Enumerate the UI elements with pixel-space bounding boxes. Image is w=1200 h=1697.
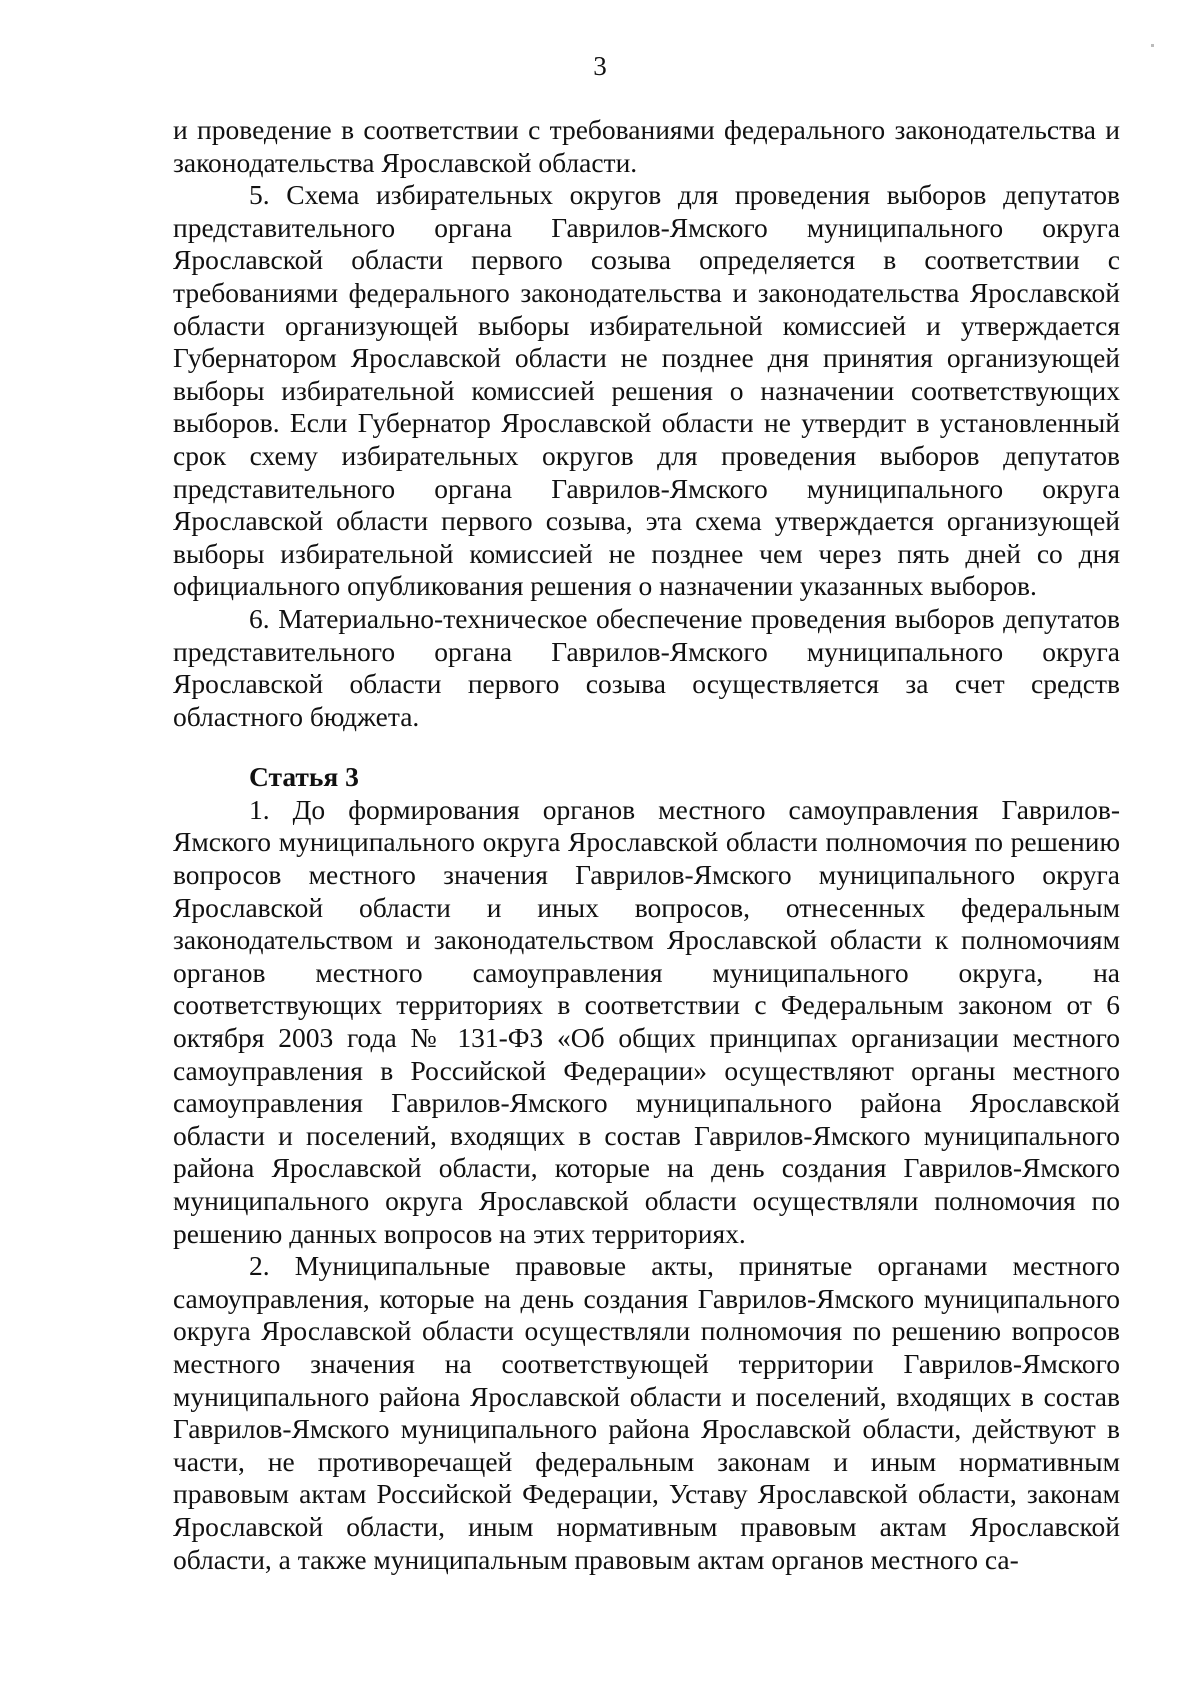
scan-artifact: [1151, 44, 1154, 47]
article-paragraph-1: 1. До формирования органов местного самоуправления Гаврилов-Ямского муниципального округа Ярославской области полномочия по решению вопросов местного значения Гаврилов-Ямского муниципального округа Ярославской области и иных вопросов, отнесенных федеральным законодательством и законодательством Ярославской области к полномочиям органов местного самоуправления муниципального округа, на соответствующих территориях в соответствии с Федеральным законом от 6 октября 2003 года № 131-ФЗ «Об общих принципах организации местного самоуправления в Российской Федерации» осуществляют органы местного самоуправления Гаврилов-Ямского муниципального района Ярославской области и поселений, входящих в состав Гаврилов-Ямского муниципального района Ярославской области, которые на день создания Гаврилов-Ямского муниципального округа Ярославской области осуществляли полномочия по решению данных вопросов на этих территориях.: [173, 793, 1120, 1249]
page-number: 3: [593, 51, 607, 81]
document-body: [173, 114, 1120, 1576]
article-paragraph-2: 2. Муниципальные правовые акты, принятые органами местного самоуправления, которые на день создания Гаврилов-Ямского муниципального округа Ярославской области осуществляли полномочия по решению вопросов местного значения на соответствующей территории Гаврилов-Ямского муниципального района Ярославской области и поселений, входящих в состав Гаврилов-Ямского муниципального района Ярославской области, действуют в части, не противоречащей федеральным законам и иным нормативным правовым актам Российской Федерации, Уставу Ярославской области, законам Ярославской области, иным нормативным правовым актам Ярославской области, а также муниципальным правовым актам органов местного са-: [173, 1250, 1120, 1575]
article-heading: Статья 3: [249, 761, 359, 793]
paragraph-continuation: и проведение в соответствии с требованиями федерального законодательства и законодательства Ярославской области.: [173, 114, 1120, 178]
paragraph-item-5: 5. Схема избирательных округов для проведения выборов депутатов представительного органа Гаврилов-Ямского муниципального округа Ярославской области первого созыва определяется в соответствии с требованиями федерального законодательства и законодательства Ярославской области организующей выборы избирательной комиссией и утверждается Губернатором Ярославской области не позднее дня принятия организующей выборы избирательной комиссией решения о назначении соответствующих выборов. Если Губернатор Ярославской области не утвердит в установленный срок схему избирательных округов для проведения выборов депутатов представительного органа Гаврилов-Ямского муниципального округа Ярославской области первого созыва, эта схема утверждается организующей выборы избирательной комиссией не позднее чем через пять дней со дня официального опубликования решения о назначении указанных выборов.: [173, 179, 1120, 602]
paragraph-item-6: 6. Материально-техническое обеспечение проведения выборов депутатов представительного органа Гаврилов-Ямского муниципального округа Ярославской области первого созыва осуществляется за счет средств областного бюджета.: [173, 602, 1120, 732]
